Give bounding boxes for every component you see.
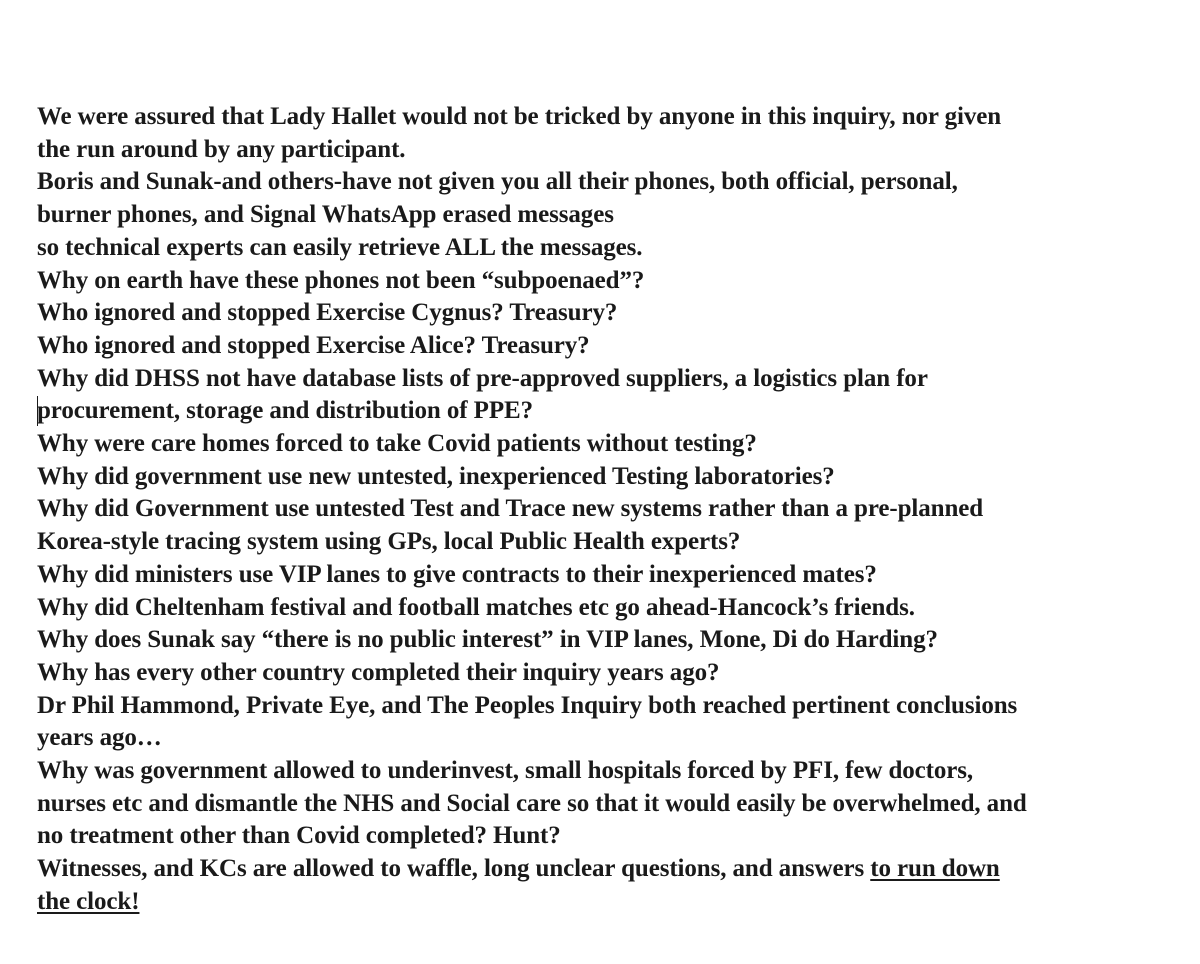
text-line: Dr Phil Hammond, Private Eye, and The Peoples Inquiry both reached pertinent conclusions [37,691,1018,719]
text-line: Why was government allowed to underinvest, small hospitals forced by PFI, few doctors, [37,757,974,785]
text-line: We were assured that Lady Hallet would not be tricked by anyone in this inquiry, nor given [37,103,1002,130]
text-line: the run around by any participant. [37,135,406,163]
text-line: Why did ministers use VIP lanes to give contracts to their inexperienced mates? [37,560,877,588]
text-line: Boris and Sunak-and others-have not given you all their phones, both official, personal, [37,168,958,196]
final-line-text: Witnesses, and KCs are allowed to waffle, long unclear questions, and answers [37,855,871,883]
text-line: Korea-style tracing system using GPs, local Public Health experts? [37,528,741,556]
text-line: Why were care homes forced to take Covid patients without testing? [37,430,757,458]
text-line: no treatment other than Covid completed? Hunt? [37,822,561,850]
underlined-emphasis: to run down [870,855,1000,883]
text-line: Why does Sunak say “there is no public interest” in VIP lanes, Mone, Di do Harding? [37,626,938,654]
document-body[interactable] [37,101,1187,919]
text-line-final [37,853,1187,886]
text-line: Why did government use new untested, inexperienced Testing laboratories? [37,462,835,490]
text-line: Who ignored and stopped Exercise Cygnus? Treasury? [37,299,618,327]
text-line: procurement, storage and distribution of PPE? [37,397,533,425]
text-line: so technical experts can easily retrieve ALL the messages. [37,233,643,261]
text-line-closing [37,886,1187,919]
text-line: Why did DHSS not have database lists of pre-approved suppliers, a logistics plan for [37,364,928,392]
text-line: Why did Cheltenham festival and football matches etc go ahead-Hancock’s friends. [37,593,915,621]
text-line: Who ignored and stopped Exercise Alice? Treasury? [37,331,590,359]
underlined-emphasis-closing: the clock! [37,887,140,915]
text-line: years ago… [37,724,162,752]
text-line: Why did Government use untested Test and Trace new systems rather than a pre-planned [37,495,984,523]
text-line: nurses etc and dismantle the NHS and Social care so that it would easily be overwhelmed, and [37,789,1027,817]
text-line: Why on earth have these phones not been “subpoenaed”? [37,266,645,294]
text-line: burner phones, and Signal WhatsApp erased messages [37,201,614,229]
text-line: Why has every other country completed their inquiry years ago? [37,658,720,686]
